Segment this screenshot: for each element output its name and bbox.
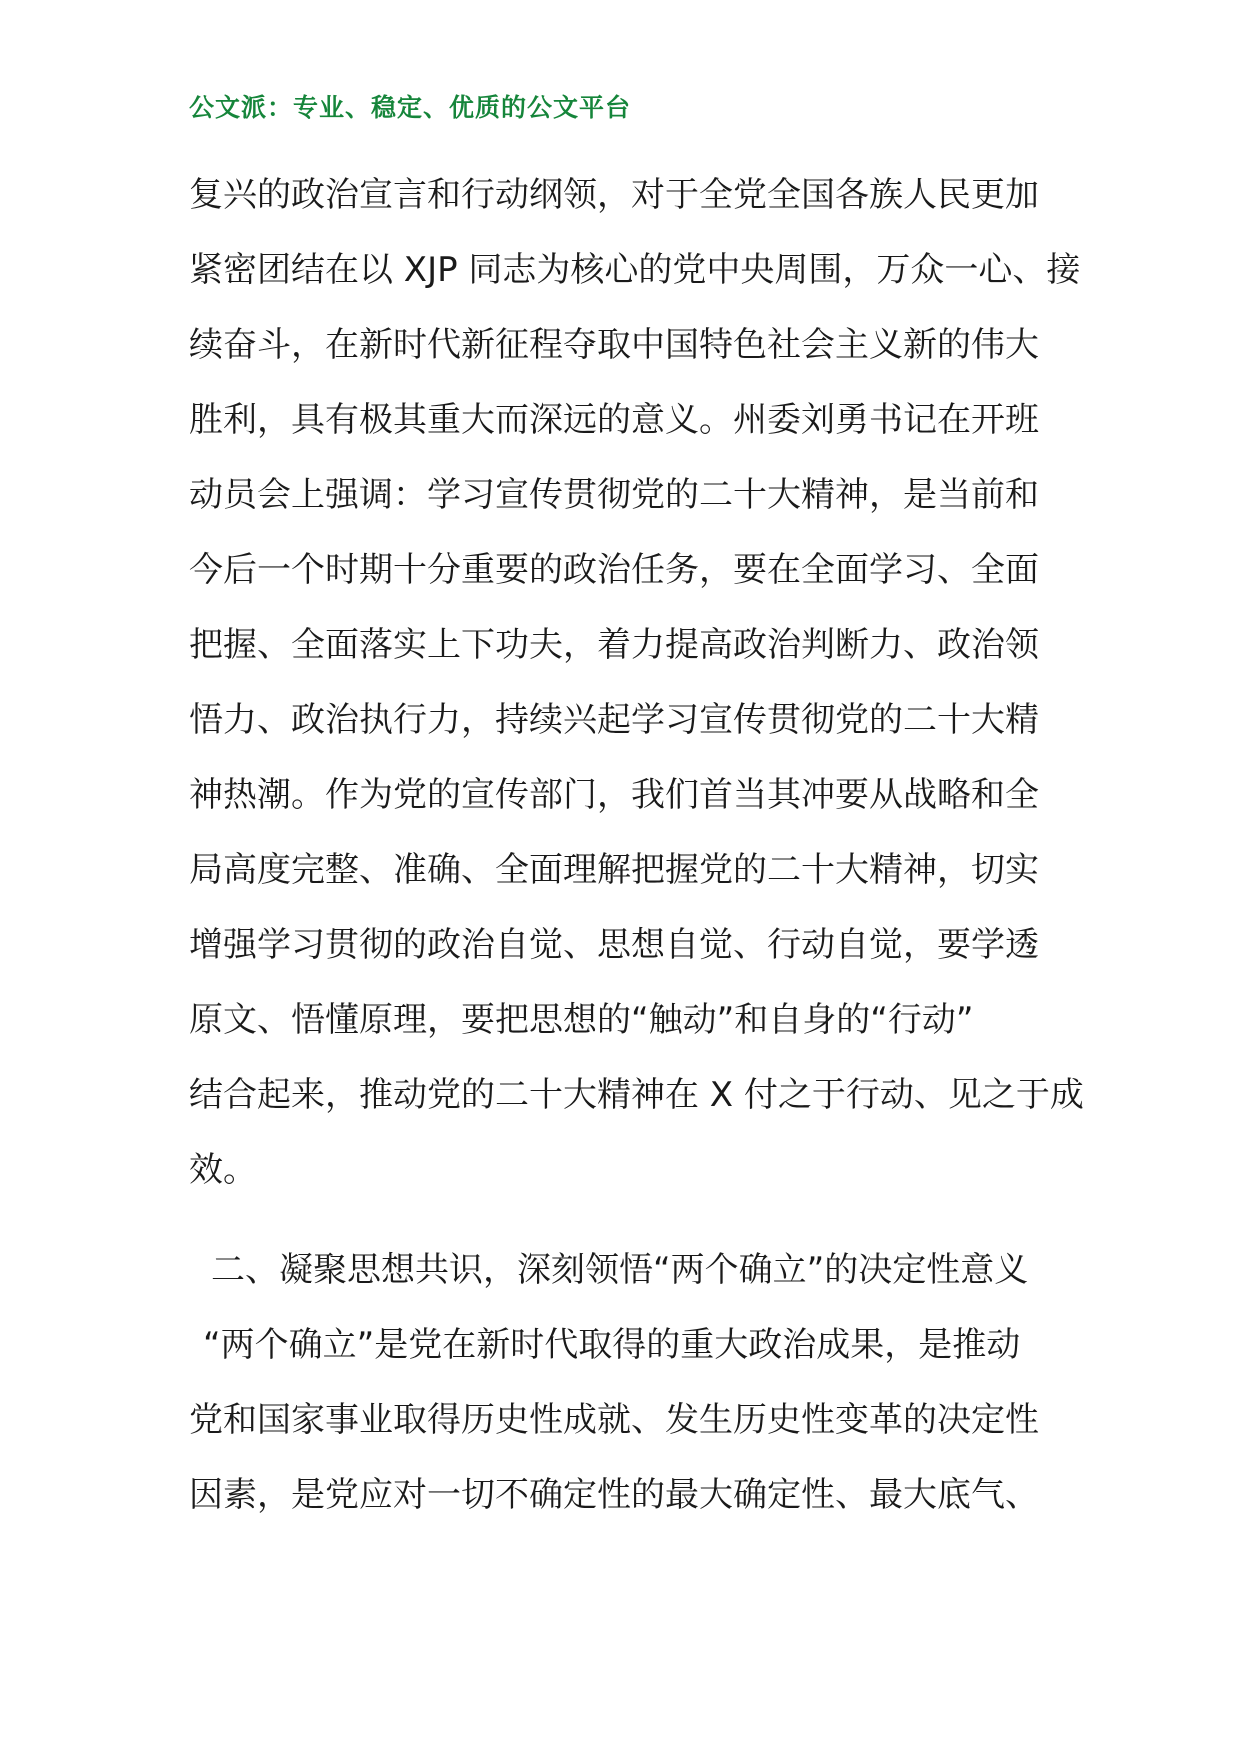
- text-line: 原文、悟懂原理，要把思想的“触动”和自身的“行动”: [189, 1000, 974, 1040]
- text-line: 复兴的政治宣言和行动纲领，对于全党全国各族人民更加: [189, 175, 1039, 215]
- text-line: “两个确立”是党在新时代取得的重大政治成果，是推动: [203, 1325, 1021, 1365]
- text-line: 悟力、政治执行力，持续兴起学习宣传贯彻党的二十大精: [189, 700, 1039, 740]
- text-line: 效。: [189, 1150, 257, 1190]
- section-heading: 二、凝聚思想共识，深刻领悟“两个确立”的决定性意义: [211, 1250, 1029, 1290]
- text-line: 把握、全面落实上下功夫，着力提高政治判断力、政治领: [189, 625, 1039, 665]
- text-line: 紧密团结在以 XJP 同志为核心的党中央周围，万众一心、接: [189, 250, 1081, 290]
- text-line: 动员会上强调：学习宣传贯彻党的二十大精神，是当前和: [189, 475, 1039, 515]
- text-line: 结合起来，推动党的二十大精神在 X 付之于行动、见之于成: [189, 1075, 1084, 1115]
- text-line: 因素，是党应对一切不确定性的最大确定性、最大底气、: [189, 1475, 1039, 1515]
- page-header-title: 公文派：专业、稳定、优质的公文平台: [189, 93, 632, 122]
- text-line: 局高度完整、准确、全面理解把握党的二十大精神，切实: [189, 850, 1039, 890]
- text-line: 增强学习贯彻的政治自觉、思想自觉、行动自觉，要学透: [189, 925, 1039, 965]
- section-2-heading-block: [189, 1233, 1059, 1308]
- paragraph-1: [189, 158, 1084, 1208]
- paragraph-2: [189, 1308, 1059, 1533]
- text-line: 续奋斗，在新时代新征程夺取中国特色社会主义新的伟大: [189, 325, 1039, 365]
- text-line: 党和国家事业取得历史性成就、发生历史性变革的决定性: [189, 1400, 1039, 1440]
- text-line: 今后一个时期十分重要的政治任务，要在全面学习、全面: [189, 550, 1039, 590]
- text-line: 胜利，具有极其重大而深远的意义。州委刘勇书记在开班: [189, 400, 1039, 440]
- text-line: 神热潮。作为党的宣传部门，我们首当其冲要从战略和全: [189, 775, 1039, 815]
